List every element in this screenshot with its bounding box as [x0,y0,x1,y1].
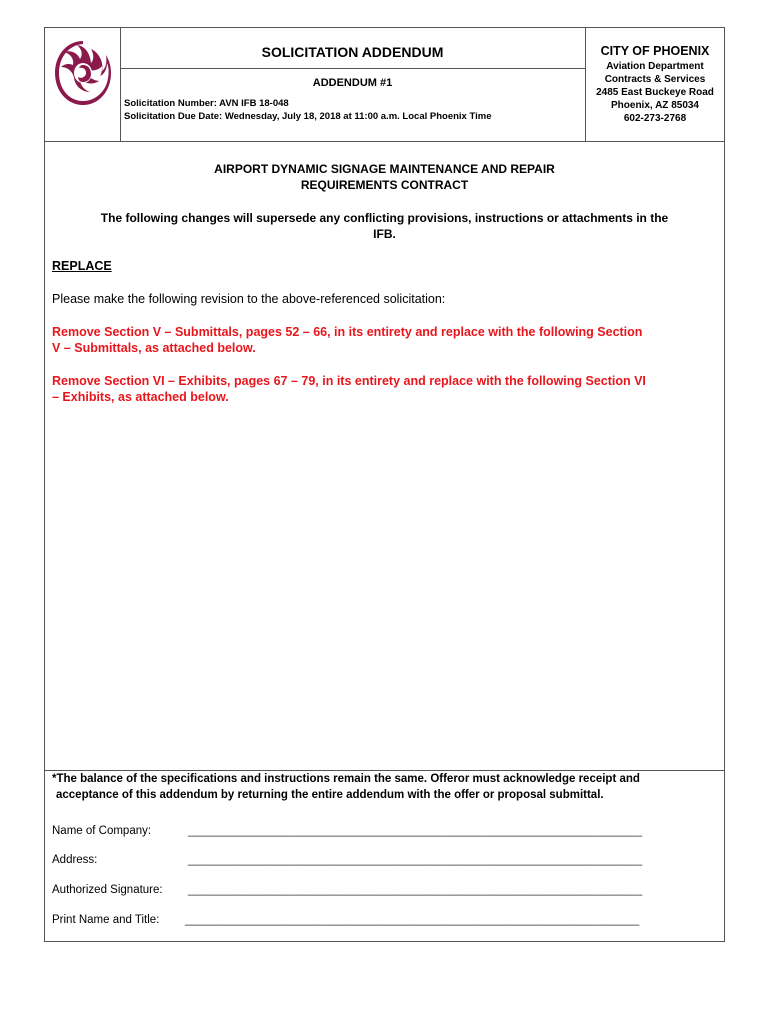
city-name: CITY OF PHOENIX [600,44,710,58]
print-name-title-field[interactable]: _______________________________________________________________________ [185,914,640,926]
replace-heading: REPLACE [52,259,112,273]
balance-note-line-2: acceptance of this addendum by returning the entire addendum with the offer or proposal submittal. [56,789,604,801]
company-name-label: Name of Company: [52,825,152,837]
city-division: Contracts & Services [604,74,706,85]
title-divider [120,68,585,69]
company-name-field[interactable]: _______________________________________________________________________ [188,825,643,837]
change-1-line-1: Remove Section V – Submittals, pages 52 – 66, in its entirety and replace with the following Section [52,325,643,339]
city-phone: 602-273-2768 [623,113,687,124]
project-title-line-2: REQUIREMENTS CONTRACT [300,178,469,192]
addendum-number: ADDENDUM #1 [312,77,393,89]
city-street: 2485 East Buckeye Road [596,87,714,98]
footer-divider [44,770,725,771]
authorized-signature-label: Authorized Signature: [52,884,163,896]
phoenix-bird-logo-icon [49,35,117,109]
change-1-line-2: V – Submittals, as attached below. [52,341,256,355]
supersede-note-line-2: IFB. [373,227,396,241]
header-bottom-divider [44,141,725,142]
print-name-title-label: Print Name and Title: [52,914,160,926]
revision-intro: Please make the following revision to the above-referenced solicitation: [52,292,446,306]
balance-note-line-1: *The balance of the specifications and instructions remain the same. Offeror must acknowledge receipt and [52,773,640,785]
address-field[interactable]: _______________________________________________________________________ [188,854,643,866]
solicitation-number: Solicitation Number: AVN IFB 18-048 [124,98,289,109]
supersede-note-line-1: The following changes will supersede any conflicting provisions, instructions or attachments in the [100,211,669,225]
solicitation-due-date: Solicitation Due Date: Wednesday, July 18, 2018 at 11:00 a.m. Local Phoenix Time [124,111,492,122]
city-locality: Phoenix, AZ 85034 [611,100,699,111]
city-department: Aviation Department [606,61,704,72]
change-2-line-2: – Exhibits, as attached below. [52,390,229,404]
authorized-signature-field[interactable]: _______________________________________________________________________ [188,884,643,896]
form-title: SOLICITATION ADDENDUM [261,44,444,60]
change-2-line-1: Remove Section VI – Exhibits, pages 67 – 79, in its entirety and replace with the following Section VI [52,374,646,388]
address-label: Address: [52,854,98,866]
project-title-line-1: AIRPORT DYNAMIC SIGNAGE MAINTENANCE AND REPAIR [214,162,555,176]
